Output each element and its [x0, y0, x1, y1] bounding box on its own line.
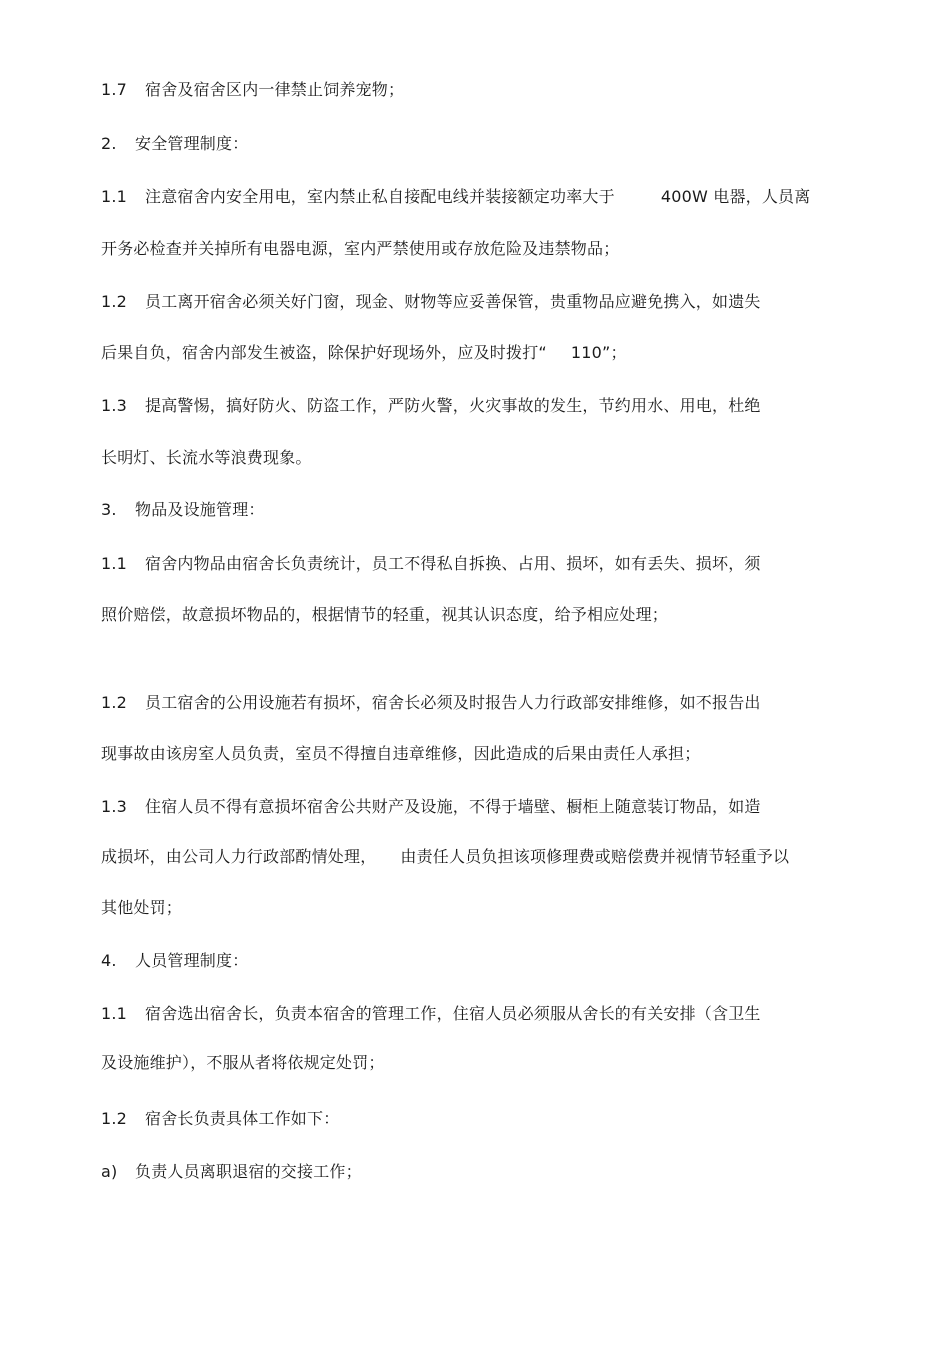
clause-number: 1.1	[101, 554, 128, 573]
clause-3-3-3	[101, 898, 182, 918]
clause-text: 住宿人员不得有意损坏宿舍公共财产及设施，不得于墙壁、橱柜上随意装订物品，如造	[145, 797, 761, 816]
list-marker: a)	[101, 1162, 118, 1181]
clause-2-3-1	[101, 396, 761, 416]
clause-number: 1.2	[101, 1109, 128, 1128]
clause-2-3-2	[101, 448, 312, 468]
clause-text: 宿舍内物品由宿舍长负责统计，员工不得私自拆换、占用、损坏，如有丢失、损坏，须	[145, 554, 761, 573]
clause-number: 1.2	[101, 292, 128, 311]
clause-3-1-2	[101, 605, 668, 625]
clause-2-1-1	[101, 187, 810, 207]
section-title: 物品及设施管理：	[135, 500, 265, 519]
clause-text: 及设施维护），不服从者将依规定处罚；	[101, 1053, 385, 1072]
clause-text: 提高警惕，搞好防火、防盗工作，严防火警，火灾事故的发生，节约用水、用电，杜绝	[145, 396, 761, 415]
clause-3-2-1	[101, 693, 761, 713]
clause-text: 员工离开宿舍必须关好门窗，现金、财物等应妥善保管，贵重物品应避免携入，如遗失	[145, 292, 761, 311]
clause-text: 注意宿舍内安全用电，室内禁止私自接配电线并装接额定功率大于	[145, 187, 615, 206]
clause-text: 宿舍长负责具体工作如下：	[145, 1109, 340, 1128]
clause-text: 宿舍选出宿舍长，负责本宿舍的管理工作，住宿人员必须服从舍长的有关安排（含卫生	[145, 1004, 761, 1023]
clause-text: 照价赔偿，故意损坏物品的，根据情节的轻重，视其认识态度，给予相应处理；	[101, 605, 669, 624]
clause-text: 宿舍及宿舍区内一律禁止饲养宠物；	[145, 80, 405, 99]
clause-number: 1.3	[101, 797, 128, 816]
clause-text: 成损坏，由公司人力行政部酌情处理，	[101, 847, 377, 866]
clause-4-1-2	[101, 1053, 385, 1073]
section-number: 4.	[101, 951, 117, 970]
clause-number: 1.7	[101, 80, 128, 99]
clause-text: 长明灯、长流水等浪费现象。	[101, 448, 312, 467]
clause-number: 1.2	[101, 693, 128, 712]
clause-3-2-2	[101, 744, 700, 764]
clause-text-cont: 由责任人员负担该项修理费或赔偿费并视情节轻重予以	[400, 847, 790, 866]
list-item-text: 负责人员离职退宿的交接工作；	[135, 1162, 362, 1181]
clause-text: 后果自负，宿舍内部发生被盗，除保护好现场外，应及时拨打“	[101, 343, 547, 362]
clause-3-1-1	[101, 554, 761, 574]
clause-2-2-1	[101, 292, 761, 312]
clause-2-2-2	[101, 343, 627, 363]
section-4-heading	[101, 951, 248, 971]
section-3-heading	[101, 500, 265, 520]
section-number: 3.	[101, 500, 117, 519]
clause-text: 开务必检查并关掉所有电器电源，室内严禁使用或存放危险及违禁物品；	[101, 239, 620, 258]
section-title: 安全管理制度：	[135, 134, 249, 153]
clause-1-7	[101, 80, 404, 100]
clause-text: 现事故由该房室人员负责，室员不得擅自违章维修，因此造成的后果由责任人承担；	[101, 744, 701, 763]
clause-text: 其他处罚；	[101, 898, 183, 917]
list-item-a	[101, 1162, 362, 1182]
clause-3-3-2	[101, 847, 789, 867]
clause-4-2	[101, 1109, 339, 1129]
clause-3-3-1	[101, 797, 761, 817]
clause-number: 1.3	[101, 396, 128, 415]
clause-2-1-2	[101, 239, 619, 259]
clause-number: 1.1	[101, 187, 128, 206]
section-2-heading	[101, 134, 248, 154]
clause-number: 1.1	[101, 1004, 128, 1023]
clause-4-1-1	[101, 1004, 761, 1024]
clause-text-cont: 110”；	[570, 343, 627, 362]
clause-text-cont: 400W 电器，人员离	[660, 187, 811, 206]
clause-text: 员工宿舍的公用设施若有损坏，宿舍长必须及时报告人力行政部安排维修，如不报告出	[145, 693, 761, 712]
section-title: 人员管理制度：	[135, 951, 249, 970]
section-number: 2.	[101, 134, 117, 153]
